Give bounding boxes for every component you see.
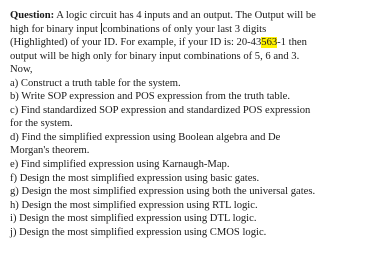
question-text-2b: combinations of only your last 3 digits <box>102 23 267 35</box>
highlighted-digits: 563 <box>261 37 278 49</box>
item-c-cont: for the system. <box>10 118 73 130</box>
item-a: a) Construct a truth table for the system. <box>10 77 181 89</box>
item-d-cont: Morgan's theorem. <box>10 145 90 157</box>
question-line-5: Now, <box>10 64 33 76</box>
question-line-3 <box>10 36 364 50</box>
question-text-2a: high for binary input <box>10 23 98 35</box>
question-line-1 <box>10 9 364 23</box>
question-line-4: output will be high only for binary input combinations of 5, 6 and 3. <box>10 50 300 62</box>
item-b: b) Write SOP expression and POS expression from the truth table. <box>10 91 290 103</box>
question-text-3-end: -1 then <box>277 37 307 49</box>
item-e: e) Find simplified expression using Karnaugh-Map. <box>10 159 230 171</box>
item-g: g) Design the most simplified expression using both the universal gates. <box>10 186 316 198</box>
item-j: j) Design the most simplified expression using CMOS logic. <box>10 226 267 238</box>
question-text-3: (Highlighted) of your ID. For example, if your ID is: 20-43 <box>10 37 262 49</box>
item-f: f) Design the most simplified expression using basic gates. <box>10 172 260 184</box>
item-i: i) Design the most simplified expression using DTL logic. <box>10 213 257 225</box>
question-text-1: A logic circuit has 4 inputs and an output. The Output will be <box>54 10 316 21</box>
question-line-2 <box>10 23 364 37</box>
item-c: c) Find standardized SOP expression and standardized POS expression <box>10 104 311 116</box>
item-h: h) Design the most simplified expression using RTL logic. <box>10 199 258 211</box>
item-d: d) Find the simplified expression using Boolean algebra and De <box>10 131 281 143</box>
question-document <box>10 9 364 239</box>
question-label: Question: <box>10 10 55 21</box>
